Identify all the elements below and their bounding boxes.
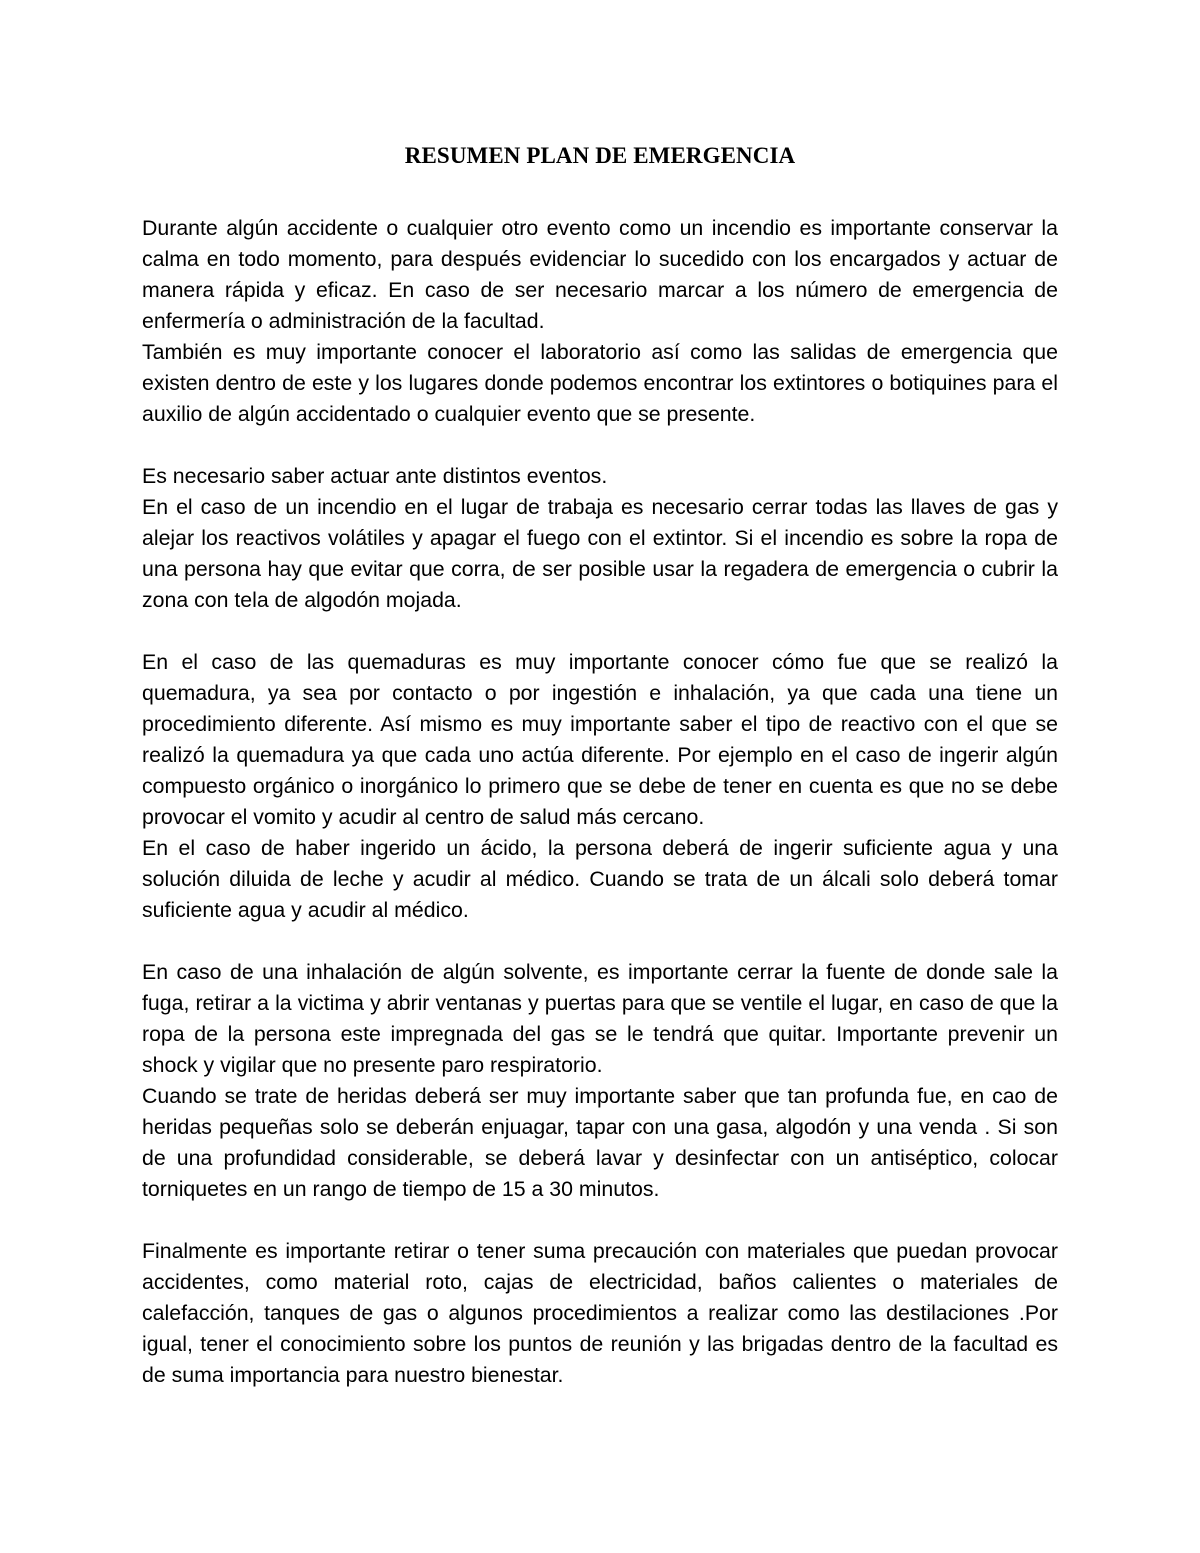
paragraph-final: Finalmente es importante retirar o tener suma precaución con materiales que puedan provocar accidentes, como material roto, cajas de electricidad, baños calientes o materiales de calefacción, tanques de gas o algunos procedimientos a realizar como las destilaciones .Por igual, tener el conocimiento sobre los puntos de reunión y las brigadas dentro de la facultad es de suma importancia para nuestro bienestar. [142, 1239, 1058, 1387]
page-title: RESUMEN PLAN DE EMERGENCIA [404, 143, 796, 168]
paragraph-act-events: Es necesario saber actuar ante distintos eventos. [142, 464, 608, 488]
paragraph-calm: Durante algún accidente o cualquier otro evento como un incendio es importante conservar la calma en todo momento, para después evidenciar lo sucedido con los encargados y actuar de manera rápida y eficaz. En caso de ser necesario marcar a los número de emergencia de enfermería o administración de la facultad. [142, 216, 1058, 333]
paragraph-know-lab: También es muy importante conocer el laboratorio así como las salidas de emergencia que existen dentro de este y los lugares donde podemos encontrar los extintores o botiquines para el auxilio de algún accidentado o cualquier evento que se presente. [142, 340, 1058, 426]
paragraph-fire: En el caso de un incendio en el lugar de trabaja es necesario cerrar todas las llaves de gas y alejar los reactivos volátiles y apagar el fuego con el extintor. Si el incendio es sobre la ropa de una persona hay que evitar que corra, de ser posible usar la regadera de emergencia o cubrir la zona con tela de algodón mojada. [142, 495, 1058, 612]
document-body [142, 213, 1058, 1391]
paragraph-inhalation: En caso de una inhalación de algún solvente, es importante cerrar la fuente de donde sale la fuga, retirar a la victima y abrir ventanas y puertas para que se ventile el lugar, en caso de que la ropa de la persona este impregnada del gas se le tendrá que quitar. Importante prevenir un shock y vigilar que no presente paro respiratorio. [142, 960, 1058, 1077]
paragraph-wounds: Cuando se trate de heridas deberá ser muy importante saber que tan profunda fue, en cao de heridas pequeñas solo se deberán enjuagar, tapar con una gasa, algodón y una venda . Si son de una profundidad considerable, se deberá lavar y desinfectar con un antiséptico, colocar torniquetes en un rango de tiempo de 15 a 30 minutos. [142, 1084, 1058, 1201]
paragraph-burns: En el caso de las quemaduras es muy importante conocer cómo fue que se realizó la quemadura, ya sea por contacto o por ingestión e inhalación, ya que cada una tiene un procedimiento diferente. Así mismo es muy importante saber el tipo de reactivo con el que se realizó la quemadura ya que cada uno actúa diferente. Por ejemplo en el caso de ingerir algún compuesto orgánico o inorgánico lo primero que se debe de tener en cuenta es que no se debe provocar el vomito y acudir al centro de salud más cercano. [142, 650, 1058, 829]
paragraph-acid: En el caso de haber ingerido un ácido, la persona deberá de ingerir suficiente agua y una solución diluida de leche y acudir al médico. Cuando se trata de un álcali solo deberá tomar suficiente agua y acudir al médico. [142, 836, 1058, 922]
